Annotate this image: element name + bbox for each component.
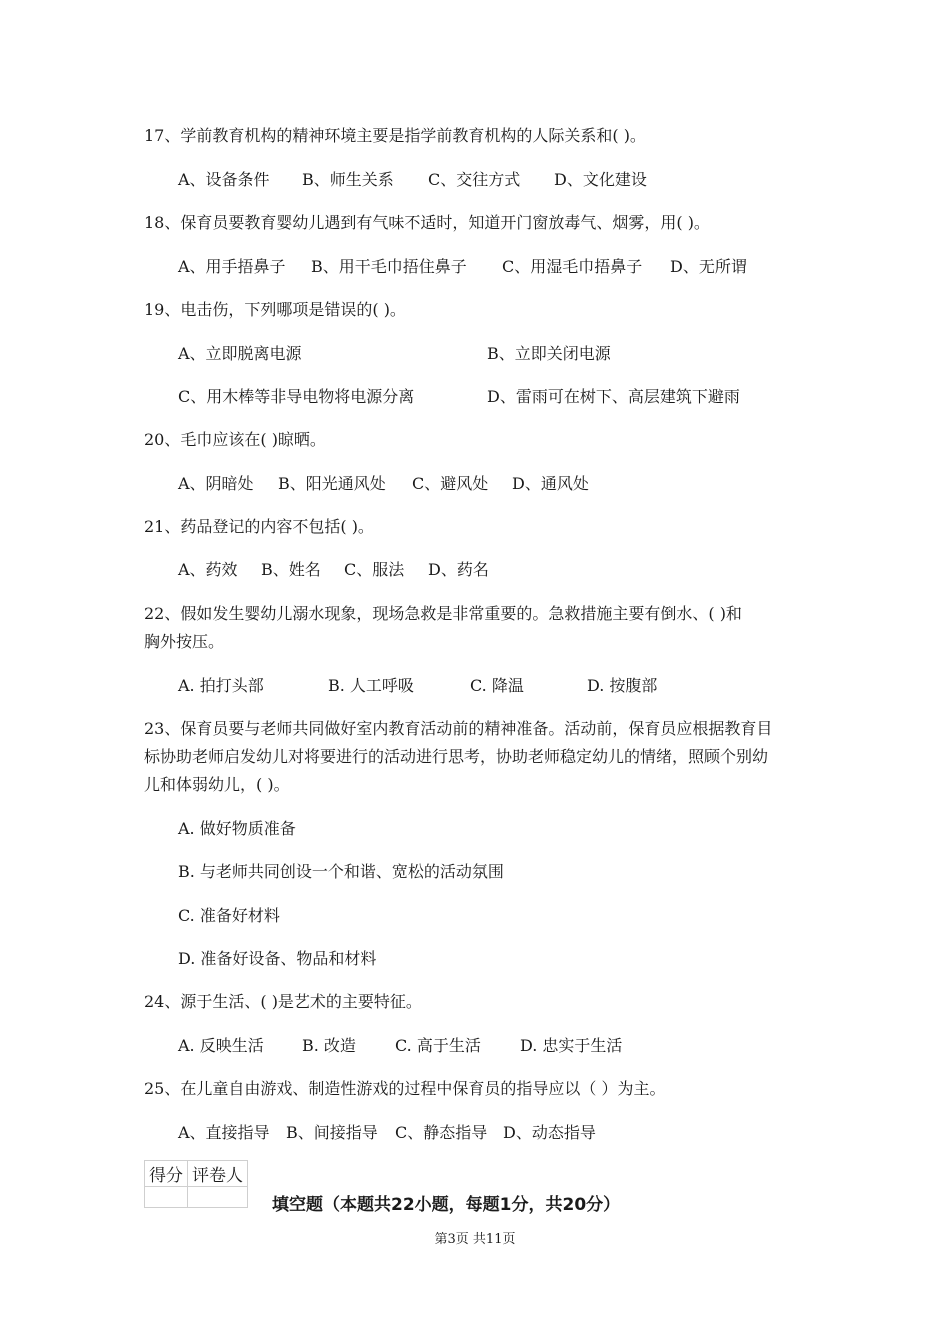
q19-option-c: C、用木棒等非导电物将电源分离 [178,387,415,406]
q22-option-d: D. 按腹部 [587,676,658,695]
q22-option-a: A. 拍打头部 [178,676,264,695]
q22-option-c: C. 降温 [470,676,524,695]
section-title: 填空题（本题共22小题，每题1分，共20分） [272,1195,621,1215]
q18-option-a: A、用手捂鼻子 [178,257,286,276]
question-17-stem: 17、学前教育机构的精神环境主要是指学前教育机构的人际关系和( )。 [144,126,646,145]
q18-option-d: D、无所谓 [670,257,747,276]
q24-option-a: A. 反映生活 [178,1036,264,1055]
q19-option-a: A、立即脱离电源 [178,344,302,363]
q21-option-d: D、药名 [428,560,489,579]
q21-option-c: C、服法 [344,560,405,579]
q20-option-a: A、阴暗处 [178,474,254,493]
question-20-stem: 20、毛巾应该在( )晾晒。 [144,430,326,449]
q20-option-c: C、避风处 [412,474,489,493]
question-22-stem-line1: 22、假如发生婴幼儿溺水现象，现场急救是非常重要的。急救措施主要有倒水、( )和 [144,604,742,623]
q23-option-a: A. 做好物质准备 [178,819,296,838]
q23-option-b: B. 与老师共同创设一个和谐、宽松的活动氛围 [178,862,504,881]
q21-option-a: A、药效 [178,560,238,579]
q25-option-c: C、静态指导 [395,1123,488,1142]
q19-option-b: B、立即关闭电源 [487,344,611,363]
q21-option-b: B、姓名 [261,560,321,579]
score-box [144,1160,248,1208]
grader-label: 评卷人 [188,1161,248,1187]
q18-option-c: C、用湿毛巾捂鼻子 [502,257,643,276]
q20-option-d: D、通风处 [512,474,589,493]
q20-option-b: B、阳光通风处 [278,474,386,493]
q19-option-d: D、雷雨可在树下、高层建筑下避雨 [487,387,740,406]
question-22-stem-line2: 胸外按压。 [144,632,225,651]
q17-option-a: A、设备条件 [178,170,270,189]
q17-option-b: B、师生关系 [302,170,394,189]
score-label: 得分 [145,1161,188,1187]
question-23-stem-line1: 23、保育员要与老师共同做好室内教育活动前的精神准备。活动前，保育员应根据教育目 [144,719,773,738]
q17-option-c: C、交往方式 [428,170,521,189]
q18-option-b: B、用干毛巾捂住鼻子 [311,257,467,276]
q24-option-b: B. 改造 [302,1036,356,1055]
q17-option-d: D、文化建设 [554,170,647,189]
q23-option-d: D. 准备好设备、物品和材料 [178,949,377,968]
q24-option-c: C. 高于生活 [395,1036,481,1055]
question-18-stem: 18、保育员要教育婴幼儿遇到有气味不适时，知道开门窗放毒气、烟雾，用( )。 [144,213,710,232]
question-21-stem: 21、药品登记的内容不包括( )。 [144,517,374,536]
q24-option-d: D. 忠实于生活 [520,1036,623,1055]
question-24-stem: 24、源于生活、( )是艺术的主要特征。 [144,992,422,1011]
question-23-stem-line3: 儿和体弱幼儿，( )。 [144,775,290,794]
q23-option-c: C. 准备好材料 [178,906,280,925]
q25-option-b: B、间接指导 [286,1123,378,1142]
question-25-stem: 25、在儿童自由游戏、制造性游戏的过程中保育员的指导应以（ ）为主。 [144,1079,666,1098]
question-19-stem: 19、电击伤，下列哪项是错误的( )。 [144,300,406,319]
q25-option-d: D、动态指导 [503,1123,596,1142]
q25-option-a: A、直接指导 [178,1123,270,1142]
page-footer: 第3页 共11页 [434,1232,516,1247]
question-23-stem-line2: 标协助老师启发幼儿对将要进行的活动进行思考，协助老师稳定幼儿的情绪，照顾个别幼 [144,747,769,766]
score-cell [145,1187,188,1208]
q22-option-b: B. 人工呼吸 [328,676,414,695]
grader-cell [188,1187,248,1208]
